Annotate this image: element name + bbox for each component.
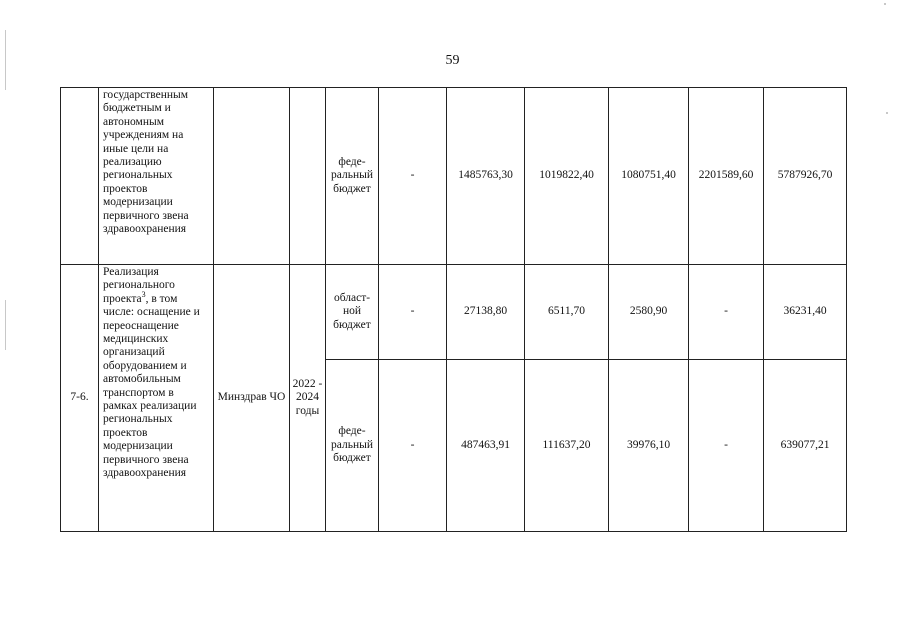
total-cell: 5787926,70 (764, 88, 847, 265)
value-cell: - (689, 360, 764, 532)
budget-table (60, 87, 847, 532)
funding-source-cell: феде-ральный бюджет (326, 360, 379, 532)
total-cell: 639077,21 (764, 360, 847, 532)
value-cell: 6511,70 (525, 265, 609, 360)
value-cell: 487463,91 (447, 360, 525, 532)
table-row (61, 88, 847, 265)
value-cell: 27138,80 (447, 265, 525, 360)
footnote-mark: 3 (141, 289, 146, 299)
value-cell: 1080751,40 (609, 88, 689, 265)
executor-cell (214, 88, 290, 265)
table-row (61, 265, 847, 360)
value-cell: - (379, 265, 447, 360)
event-name-text: Реализация регионального проекта (103, 266, 175, 305)
funding-source-cell: област-ной бюджет (326, 265, 379, 360)
value-cell: - (379, 360, 447, 532)
row-number-cell (61, 88, 99, 265)
value-cell: - (379, 88, 447, 265)
executor-cell: Минздрав ЧО (214, 265, 290, 532)
event-name-cell (99, 265, 214, 532)
page-number: 59 (445, 53, 460, 68)
scan-mark (5, 300, 6, 350)
total-cell: 36231,40 (764, 265, 847, 360)
value-cell: 111637,20 (525, 360, 609, 532)
value-cell: 1019822,40 (525, 88, 609, 265)
value-cell: 1485763,30 (447, 88, 525, 265)
period-cell (290, 88, 326, 265)
event-name-cell: государственным бюджетным и автономным учреждениям на иные цели на реализацию региональных проектов модернизации первичного звена здравоохранения (99, 88, 214, 265)
scan-mark (886, 112, 888, 114)
scan-mark (5, 30, 6, 90)
value-cell: 2580,90 (609, 265, 689, 360)
row-number-cell: 7-6. (61, 265, 99, 532)
value-cell: - (689, 265, 764, 360)
scan-mark (884, 3, 886, 5)
value-cell: 39976,10 (609, 360, 689, 532)
funding-source-cell: феде-ральный бюджет (326, 88, 379, 265)
period-cell: 2022 - 2024 годы (290, 265, 326, 532)
event-name-text: , в том числе: оснащение и переоснащение медицинских организаций оборудованием и автомобильным транспортом в рамках реализации региональных проектов модернизации первичного звена здравоохранения (103, 292, 200, 480)
value-cell: 2201589,60 (689, 88, 764, 265)
